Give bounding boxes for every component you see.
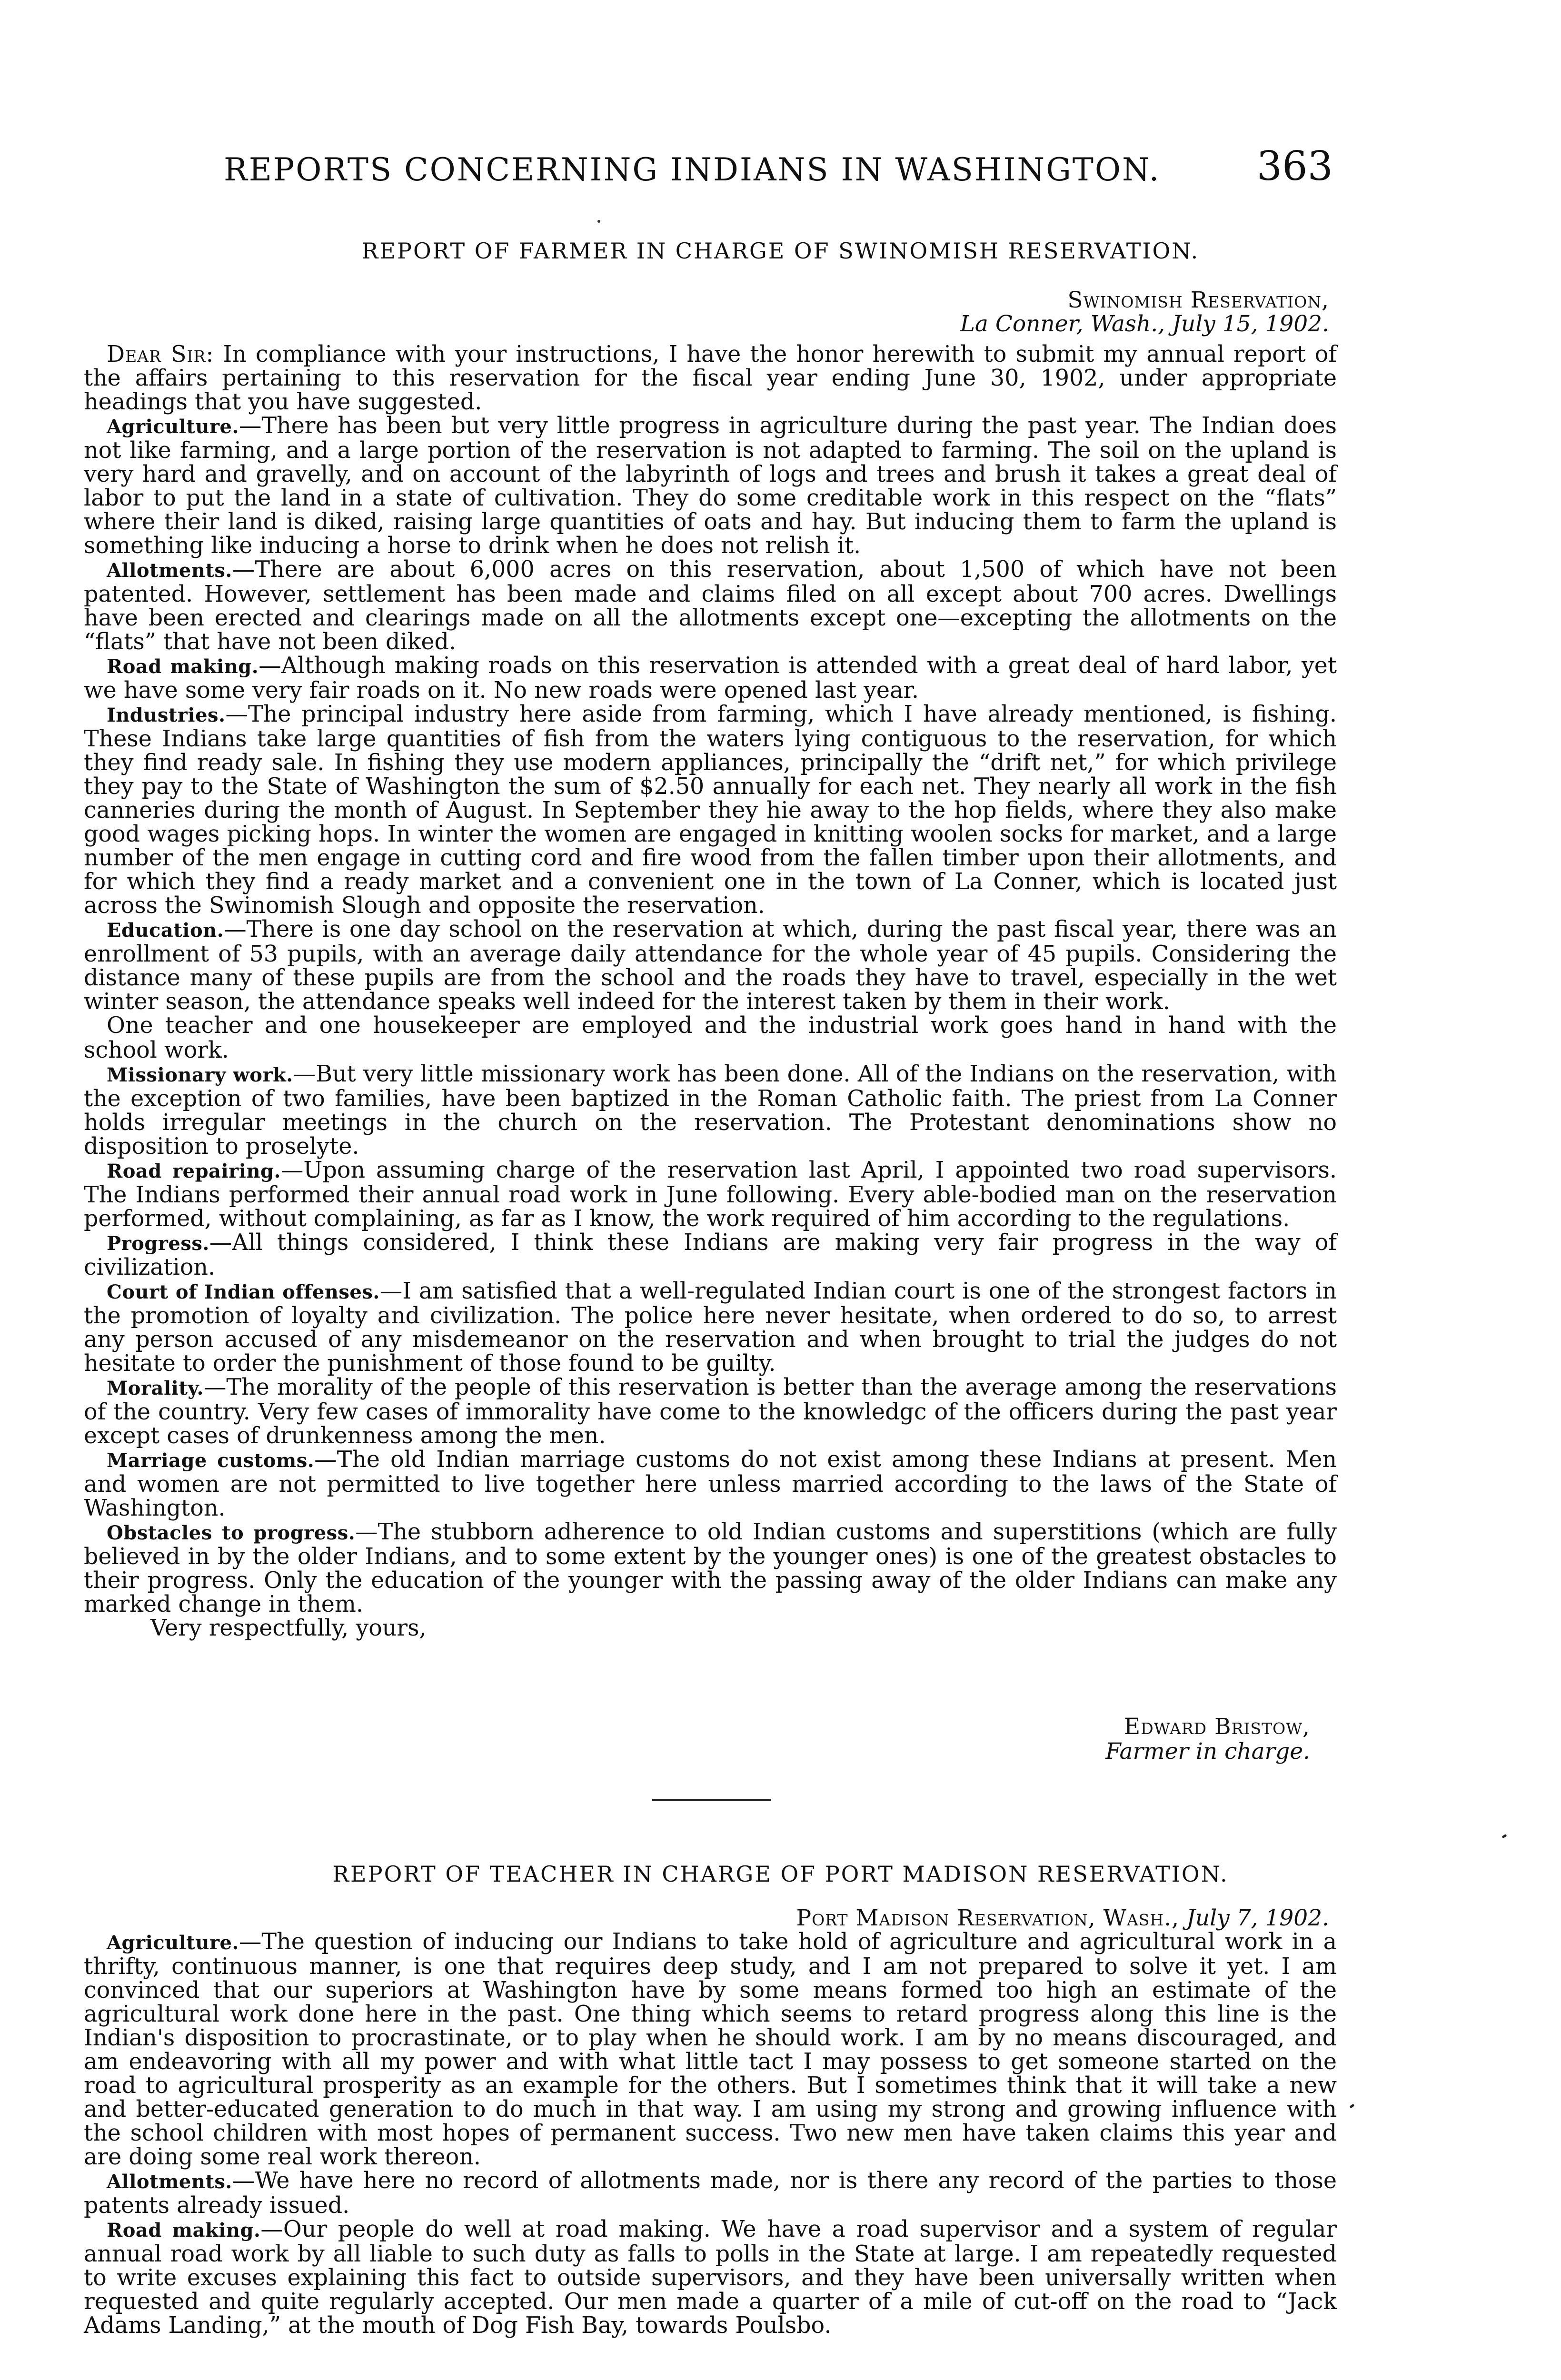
section-text: —The question of inducing our Indians to take hold of agriculture and agricultural work in a thrifty, continuous manner, is one that requires deep study, and I am not prepared to solve it yet. I am convinced that our superiors at Washington have by some means formed too high an estimate of the agricultural work done here in the past. One thing which seems to retard progress along this line is the Indian's disposition to procrastinate, or to play when he should work. I am by no means discouraged, and am endeavoring with all my power and with what little tact I may possess to get someone started on the road to agricultural prosperity as an example for the others. But I sometimes think that it will take a new and better-educated generation to do much in that way. I am using my strong and growing influence with the school children with most hopes of permanent success. Two new men have taken claims this year and are doing some real work thereon. [84,1929,1337,2170]
section-paragraph [84,1159,1337,1231]
section-heading: Missionary work. [107,1064,293,1086]
section-paragraph [84,1279,1337,1376]
section-text: —There is one day school on the reservation at which, during the past fiscal year, there was an enrollment of 53 pupils, with an average daily attendance for the whole year of 45 pupils. Considering the distance many of these pupils are from the school and the roads they have to travel, especially in the wet winter season, the attendance speaks well indeed for the interest taken by them in their work. [84,916,1337,1015]
print-speck [1501,1834,1507,1838]
section-text: —I am satisfied that a well-regulated Indian court is one of the strongest factors in the promotion of loyalty and civilization. The police here never hesitate, when ordered to do so, to arrest any person accused of any misdemeanor on the reservation and when brought to trial the judges do not hesitate to order the punishment of those found to be guilty. [84,1278,1337,1377]
section-paragraph [84,414,1337,558]
section-text: —The principal industry here aside from farming, which I have already mentioned, is fishing. These Indians take large quantities of fish from the waters lying contiguous to the reservation, for which they find ready sale. In fishing they use modern appliances, principally the “drift net,” for which privilege they pay to the State of Washington the sum of $2.50 annually for each net. They nearly all work in the fish canneries during the month of August. In September they hie away to the hop fields, where they also make good wages picking hops. In winter the women are engaged in knitting woolen socks for market, and a large number of the men engage in cutting cord and fire wood from the fallen timber upon their allotments, and for which they find a ready market and a convenient one in the town of La Conner, which is located just across the Swinomish Slough and opposite the reservation. [84,701,1337,919]
report-title-port-madison: REPORT OF TEACHER IN CHARGE OF PORT MADISON RESERVATION. [332,1861,1229,1887]
section-heading: Allotments. [107,559,232,582]
section-text: —There has been but very little progress in agriculture during the past year. The Indian does not like farming, and a large portion of the reservation is not adapted to farming. The soil on the upland is very hard and gravelly, and on account of the labyrinth of logs and trees and brush it takes a great deal of labor to put the land in a state of cultivation. They do some creditable work in this respect on the “flats” where their land is diked, raising large quantities of oats and hay. But inducing them to farm the upland is something like inducing a horse to drink when he does not relish it. [84,413,1337,559]
section-heading: Road making. [107,655,259,678]
section-text: —Our people do well at road making. We have a road supervisor and a system of regular annual road work by all liable to such duty as falls to polls in the State at large. I am repeatedly requested to write excuses explaining this fact to outside supervisors, and they have been universally written when requested and quite regularly accepted. Our men made a quarter of a mile of cut-off on the road to “Jack Adams Landing,” at the mouth of Dog Fish Bay, towards Poulsbo. [84,2216,1337,2339]
section-text: —Upon assuming charge of the reservation last April, I appointed two road supervisors. The Indians performed their annual road work in June following. Every able-bodied man on the reservation performed, without complaining, as far as I know, the work required of him according to the regulations. [84,1157,1337,1232]
section-heading: Obstacles to progress. [107,1522,356,1544]
section-paragraph [84,1520,1337,1616]
section-heading: Court of Indian offenses. [107,1281,380,1303]
section-heading: Road making. [107,2219,261,2241]
section-text: —All things considered, I think these Indians are making very fair progress in the way of civilization. [84,1230,1337,1280]
section-heading: Road repairing. [107,1160,281,1182]
intro-text: In compliance with your instructions, I have the honor herewith to submit my annual report of the affairs pertaining to this reservation for the fiscal year ending June 30, 1902, under appropriate headings that you have suggested. [84,341,1337,415]
section-heading: Morality. [107,1377,204,1399]
section-heading: Agriculture. [107,1932,239,1954]
section-heading: Education. [107,919,224,942]
section-divider [652,1799,771,1801]
section-text: —The old Indian marriage customs do not exist among these Indians at present. Men and women are not permitted to live together here unless married according to the laws of the State of Washington. [84,1447,1337,1521]
section-paragraph [84,1930,1337,2169]
section-paragraph [84,1376,1337,1448]
section-text: —The stubborn adherence to old Indian customs and superstitions (which are fully believed in by the older Indians, and to some extent by the younger ones) is one of the greatest obstacles to their progress. Only the education of the younger with the passing away of the older Indians can make any marked change in them. [84,1519,1337,1617]
section-text: —The morality of the people of this reservation is better than the average among the reservations of the country. Very few cases of immorality have come to the knowledgc of the officers during the past year except cases of drunkenness among the men. [84,1374,1337,1449]
dateline-place: Swinomish Reservation, [1067,287,1329,313]
closing: Very respectfully, yours, [150,1615,427,1641]
signature-block [1105,1715,1310,1764]
section-paragraph [84,654,1337,703]
section-paragraph [84,1448,1337,1520]
running-title: REPORTS CONCERNING INDIANS IN WASHINGTON. [224,151,1161,188]
section-text: —There are about 6,000 acres on this reservation, about 1,500 of which have not been patented. However, settlement has been made and claims filed on all except about 700 acres. Dwellings have been erected and clearings made on all the allotments except one—excepting the allotments on the “flats” that have not been diked. [84,556,1337,655]
salutation: Dear Sir: [107,341,214,367]
print-speck [597,220,600,223]
report-body-swinomish [84,343,1337,1640]
dateline-swinomish [960,288,1329,336]
signer-name: Edward Bristow, [1124,1714,1310,1740]
report-title-swinomish: REPORT OF FARMER IN CHARGE OF SWINOMISH RESERVATION. [361,238,1200,264]
section-heading: Industries. [107,704,226,726]
section-heading: Progress. [107,1232,209,1255]
section-text: —We have here no record of allotments made, nor is there any record of the parties to those patents already issued. [84,2168,1337,2219]
section-text: One teacher and one housekeeper are employed and the industrial work goes hand in hand with the school work. [84,1012,1337,1063]
section-paragraph [84,2218,1337,2338]
section-heading: Marriage customs. [107,1449,315,1472]
page-number: 363 [1256,143,1333,189]
section-paragraph [84,1062,1337,1159]
section-heading: Agriculture. [107,416,239,438]
section-paragraph [84,2169,1337,2218]
signer-title: Farmer in charge. [1105,1738,1310,1765]
section-text: —But very little missionary work has been done. All of the Indians on the reservation, with the exception of two families, have been baptized in the Roman Catholic faith. The priest from La Conner holds irregular meetings in the church on the reservation. The Protestant denominations show no disposition to proselyte. [84,1061,1337,1160]
print-speck [1349,2104,1354,2109]
dateline-date: July 7, 1902. [1186,1905,1329,1931]
section-paragraph [84,703,1337,918]
section-text: —Although making roads on this reservation is attended with a great deal of hard labor, yet we have some very fair roads on it. No new roads were opened last year. [84,653,1337,704]
dateline-place: Port Madison Reservation, Wash., [796,1905,1180,1931]
section-paragraph [84,1014,1337,1062]
section-heading: Allotments. [107,2171,232,2193]
report-body-port-madison [84,1930,1337,2338]
section-paragraph [84,1231,1337,1279]
running-head [224,143,1333,204]
dateline-port-madison [796,1906,1329,1930]
dateline-date: La Conner, Wash., July 15, 1902. [960,311,1329,337]
salutation-paragraph [84,343,1337,414]
section-paragraph [84,918,1337,1014]
section-paragraph [84,558,1337,654]
